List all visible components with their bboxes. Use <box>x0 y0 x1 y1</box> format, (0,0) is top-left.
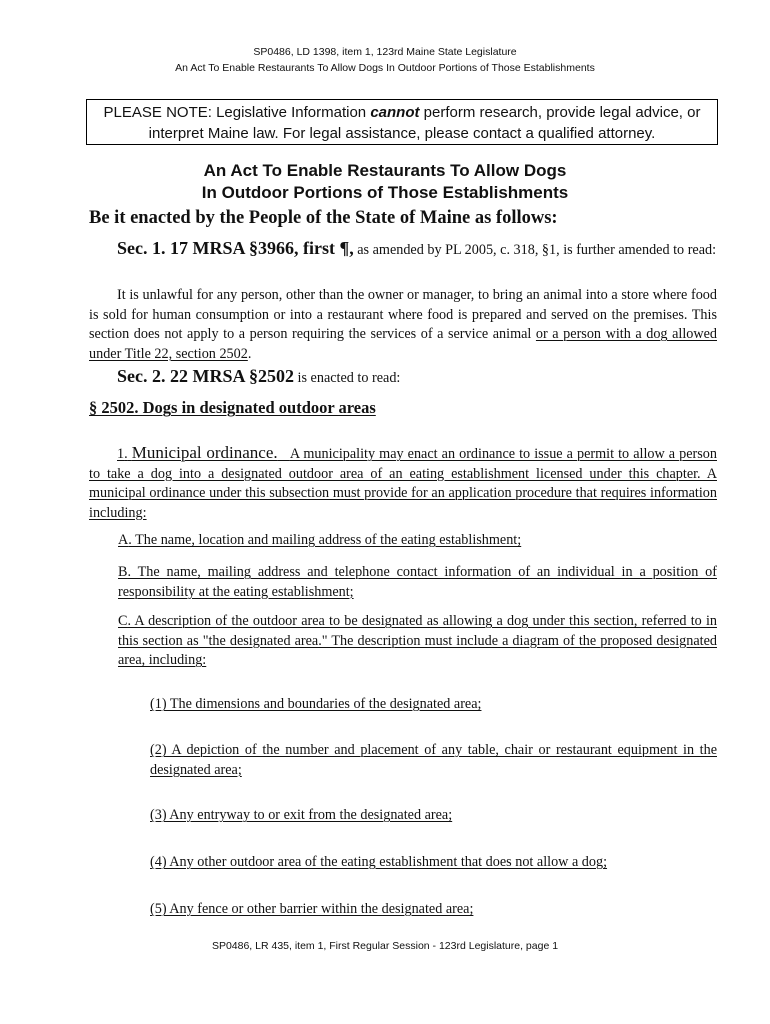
item-b-letter: B <box>118 564 128 580</box>
subsection-1-number: 1 <box>117 446 125 462</box>
sec1-body <box>89 286 717 364</box>
item-c-text: . A description of the outdoor area to be designated as allowing a dog under this section, referred to in this section as "the designated area." The description must include a diagram of the proposed designated area, including: <box>118 613 717 668</box>
header-line-2: An Act To Enable Restaurants To Allow Dogs In Outdoor Portions of Those Establishments <box>175 62 595 74</box>
sec2-text: is enacted to read: <box>294 370 401 386</box>
sec1-body-text: It is unlawful for any person, other than the owner or manager, to bring an animal into a store where food is sold for human consumption or into a restaurant where food is prepared and served on the premises. This section does not apply to a person requiring the services of a service animal <box>89 287 717 342</box>
sec1-body-end: . <box>247 345 252 362</box>
item-b-text: . The name, mailing address and telephone contact information of an individual in a position of responsibility at the eating establishment; <box>118 564 717 600</box>
item-c <box>118 612 717 671</box>
sec1-body-added: or a person with a dog allowed under Title 22, section 2502 <box>89 326 717 362</box>
subitem-1: (1) The dimensions and boundaries of the designated area; <box>150 696 482 712</box>
item-c-letter: C <box>118 613 128 629</box>
sec1-heading: Sec. 1. 17 MRSA §3966, first ¶, <box>117 238 354 258</box>
item-a-text: . The name, location and mailing address of the eating establishment; <box>128 532 522 548</box>
subsection-1-dot: . <box>124 446 128 462</box>
section-2502-title: § 2502. Dogs in designated outdoor areas <box>89 398 376 417</box>
subitem-2: (2) A depiction of the number and placement of any table, chair or restaurant equipment in the designated area; <box>150 742 717 778</box>
sec2-paragraph <box>89 367 717 389</box>
sec1-paragraph <box>89 239 717 261</box>
notice-text-part1: PLEASE NOTE: Legislative Information <box>103 104 371 121</box>
subitem-4: (4) Any other outdoor area of the eating establishment that does not allow a dog; <box>150 854 608 870</box>
subsection-1-heading: Municipal ordinance. <box>131 443 278 462</box>
notice-text-part2: perform research, provide legal advice, or interpret Maine law. For legal assistance, please contact a qualified attorney. <box>148 104 701 142</box>
act-title-line-1: An Act To Enable Restaurants To Allow Dogs <box>203 161 567 180</box>
page-footer: SP0486, LR 435, item 1, First Regular Session - 123rd Legislature, page 1 <box>211 940 559 952</box>
act-title-line-2: In Outdoor Portions of Those Establishments <box>201 183 569 202</box>
notice-emphasis: cannot <box>370 104 420 121</box>
subitem-5: (5) Any fence or other barrier within the designated area; <box>150 901 474 917</box>
enacting-clause: Be it enacted by the People of the State of Maine as follows: <box>89 208 558 228</box>
subsection-1 <box>89 443 717 523</box>
legal-notice-box <box>86 99 718 145</box>
header-line-1: SP0486, LD 1398, item 1, 123rd Maine State Legislature <box>253 46 517 58</box>
item-b <box>118 563 717 602</box>
subsection-1-text: A municipality may enact an ordinance to issue a permit to allow a person to take a dog into a designated outdoor area of an eating establishment licensed under this chapter. A municipal ordinance under this subsection must provide for an application procedure that requires information including: <box>89 446 717 521</box>
sec2-heading: Sec. 2. 22 MRSA §2502 <box>117 366 294 386</box>
item-a-letter: A <box>118 532 129 548</box>
sec1-text: as amended by PL 2005, c. 318, §1, is further amended to read: <box>353 242 717 258</box>
subitem-3: (3) Any entryway to or exit from the designated area; <box>150 807 453 823</box>
item-a <box>118 531 717 551</box>
